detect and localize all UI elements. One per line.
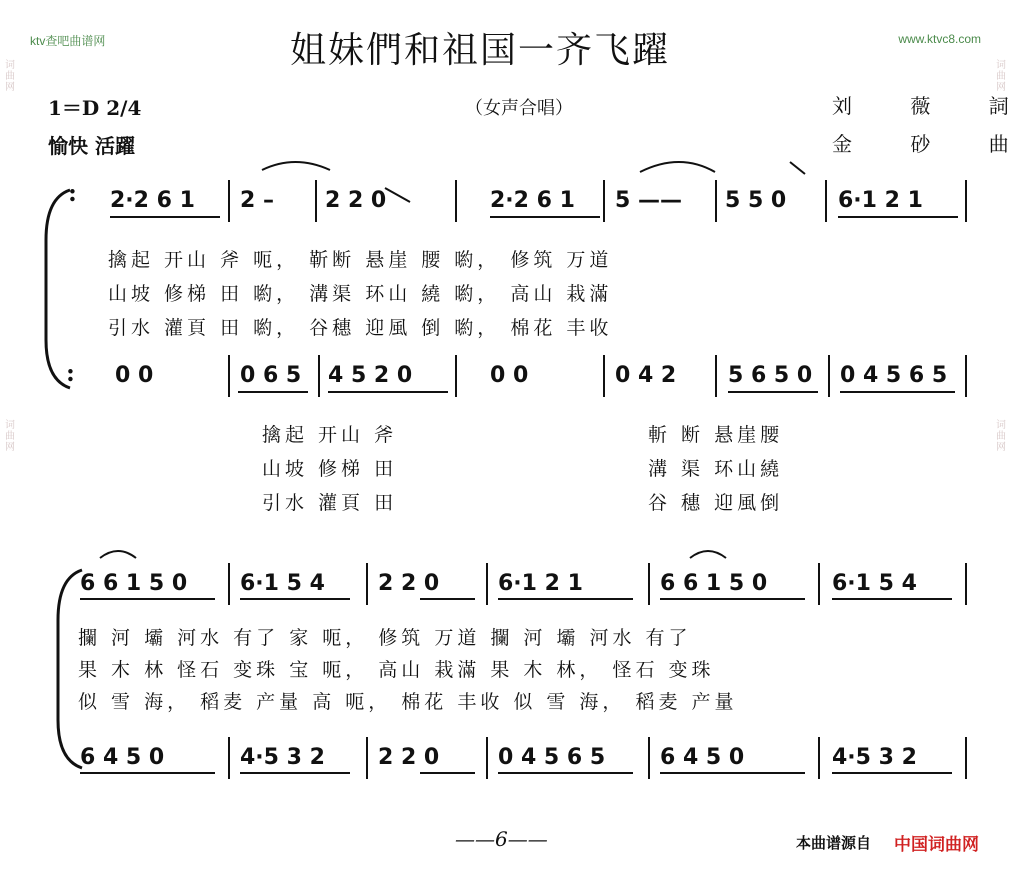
measure-notes: 5 5 0 (725, 188, 787, 213)
measure-notes: 6 6 1 5 0 (80, 571, 188, 596)
beam (240, 598, 350, 600)
repeat-sign-upper: : (68, 178, 77, 207)
measure-notes: 5 —— (615, 188, 682, 213)
beam (490, 216, 600, 218)
beam (420, 598, 475, 600)
site-label-right[interactable]: www.ktvc8.com (898, 32, 981, 46)
measure-notes: 2 2 0 (325, 188, 387, 213)
measure-notes: 0 0 (115, 363, 154, 388)
measure-notes: 2 – (240, 188, 274, 213)
lyric-line: 似 雪 海， 稻麦 产量 高 呃， 棉花 丰收 似 雪 海， 稻麦 产量 (78, 691, 738, 713)
beam (832, 772, 952, 774)
composer-credit: 金 砂 曲 (832, 132, 1035, 156)
measure-notes: 5 6 5 0 (728, 363, 813, 388)
beam (498, 598, 633, 600)
subtitle: （女声合唱） (465, 98, 573, 119)
beam (832, 598, 952, 600)
lyric-line: 引水 灌頁 田 (262, 492, 398, 514)
lyric-line: 擒起 开山 斧 呃， 靳断 悬崖 腰 喲， 修筑 万道 (108, 249, 613, 271)
measure-notes: 0 6 5 (240, 363, 302, 388)
measure-notes: 4·5 3 2 (240, 745, 325, 770)
lyricist-credit: 刘 薇 詞 (832, 94, 1035, 118)
measure-notes: 0 4 5 6 5 (498, 745, 606, 770)
lyric-line: 谷 穗 迎風倒 (648, 492, 784, 514)
barline (828, 355, 830, 397)
measure-notes: 2 2 0 (378, 745, 440, 770)
lyric-line: 山坡 修梯 田 喲， 溝渠 环山 繞 喲， 高山 栽滿 (108, 283, 613, 305)
measure-notes: 6·1 2 1 (498, 571, 583, 596)
measure-notes: 2 2 0 (378, 571, 440, 596)
barline (818, 737, 820, 779)
beam (80, 772, 215, 774)
song-title: 姐妹們和祖国一齐飞躍 (290, 30, 671, 71)
measure-notes: 6·1 5 4 (240, 571, 325, 596)
measure-notes: 2·2 6 1 (110, 188, 195, 213)
footer-source: 本曲谱源自 (795, 835, 871, 852)
beam (238, 391, 308, 393)
measure-notes: 6 4 5 0 (660, 745, 745, 770)
watermark-left-2: 词曲网 (5, 420, 15, 453)
beam (498, 772, 633, 774)
beam (728, 391, 818, 393)
measure-notes: 4 5 2 0 (328, 363, 413, 388)
lyric-line: 溝 渠 环山繞 (648, 458, 784, 480)
beam (80, 598, 215, 600)
beam (838, 216, 958, 218)
beam (840, 391, 955, 393)
system2-slurs (0, 540, 1011, 570)
barline (603, 355, 605, 397)
watermark-left: 词曲网 (5, 60, 15, 93)
beam (660, 772, 805, 774)
barline (366, 737, 368, 779)
footer-brand[interactable]: 中国词曲网 (894, 835, 979, 854)
lyric-line: 引水 灌頁 田 喲， 谷穗 迎風 倒 喲， 棉花 丰收 (108, 317, 613, 339)
barline (486, 737, 488, 779)
watermark-right: 词曲网 (996, 60, 1006, 93)
measure-notes: 4·5 3 2 (832, 745, 917, 770)
tempo-marking: 愉快 活躍 (48, 134, 135, 158)
barline (455, 355, 457, 397)
beam (660, 598, 805, 600)
barline (648, 737, 650, 779)
barline (965, 737, 967, 779)
lyric-line: 斬 断 悬崖腰 (648, 424, 784, 446)
beam (328, 391, 448, 393)
measure-notes: 6 6 1 5 0 (660, 571, 768, 596)
measure-notes: 0 0 (490, 363, 529, 388)
page-number: ——6—— (455, 827, 548, 851)
measure-notes: 6·1 2 1 (838, 188, 923, 213)
lyric-line: 攔 河 壩 河水 有了 家 呃， 修筑 万道 攔 河 壩 河水 有了 (78, 627, 692, 649)
barline (965, 355, 967, 397)
lyric-line: 果 木 林 怪石 变珠 宝 呃， 高山 栽滿 果 木 林， 怪石 变珠 (78, 659, 715, 681)
barline (228, 737, 230, 779)
lyric-line: 山坡 修梯 田 (262, 458, 398, 480)
key-signature: 1＝D 2/4 (48, 96, 142, 120)
measure-notes: 6 4 5 0 (80, 745, 165, 770)
site-label-left[interactable]: ktv查吧曲谱网 (30, 34, 106, 48)
lyric-line: 擒起 开山 斧 (262, 424, 398, 446)
barline (228, 355, 230, 397)
system1-slurs (0, 150, 1011, 210)
repeat-sign-lower: : (66, 358, 75, 387)
barline (318, 355, 320, 397)
beam (110, 216, 220, 218)
watermark-right-2: 词曲网 (996, 420, 1006, 453)
measure-notes: 0 4 2 (615, 363, 677, 388)
measure-notes: 6·1 5 4 (832, 571, 917, 596)
barline (715, 355, 717, 397)
beam (420, 772, 475, 774)
measure-notes: 0 4 5 6 5 (840, 363, 948, 388)
measure-notes: 2·2 6 1 (490, 188, 575, 213)
beam (240, 772, 350, 774)
